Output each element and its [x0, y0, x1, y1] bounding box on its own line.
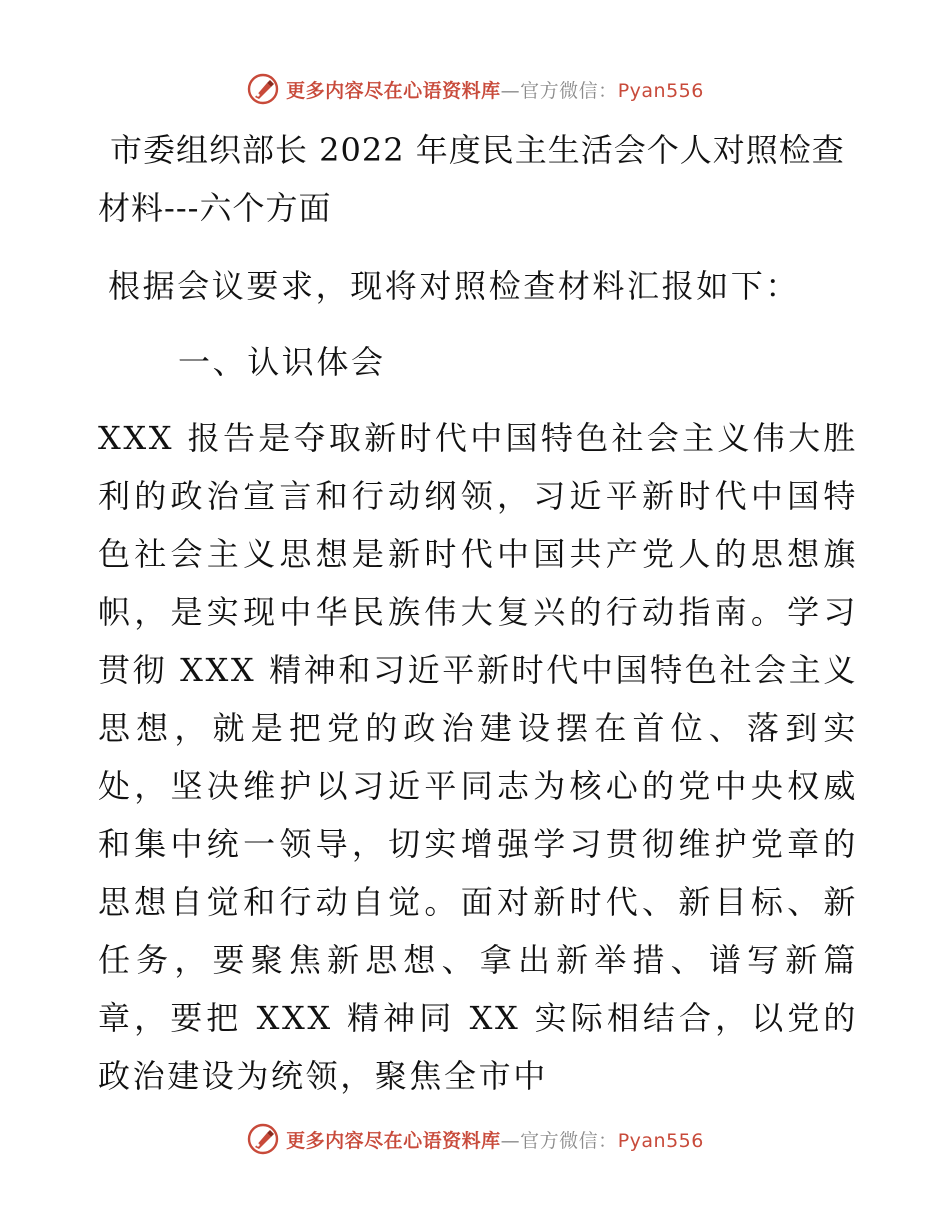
banner-wechat-label: 官方微信： [520, 79, 618, 102]
banner-text [286, 1126, 704, 1153]
pen-nib-logo-icon [246, 72, 280, 106]
footer-banner [0, 1122, 950, 1156]
pen-nib-logo-icon [246, 1122, 280, 1156]
banner-wechat-label: 官方微信： [520, 1129, 618, 1152]
header-banner [0, 72, 950, 106]
banner-site-text: 更多内容尽在心语资料库 [286, 79, 501, 102]
banner-dash: — [500, 79, 521, 102]
banner-dash: — [500, 1129, 521, 1152]
banner-wechat-handle: Pyan556 [617, 79, 704, 102]
intro-paragraph: 根据会议要求，现将对照检查材料汇报如下： [108, 267, 801, 305]
section-heading: 一、认识体会 [178, 343, 386, 381]
section-body-paragraph: XXX 报告是夺取新时代中国特色社会主义伟大胜利的政治宣言和行动纲领，习近平新时代中国特色社会主义思想是新时代中国共产党人的思想旗帜，是实现中华民族伟大复兴的行动指南。学习贯彻 XXX 精神和习近平新时代中国特色社会主义思想，就是把党的政治建设摆在首位、落到实处，坚决维护以习近平同志为核心的党中央权威和集中统一领导，切实增强学习贯彻维护党章的思想自觉和行动自觉。面对新时代、新目标、新任务，要聚焦新思想、拿出新举措、谱写新篇章，要把 XXX 精神同 XX 实际相结合，以党的政治建设为统领，聚焦全市中 [98, 419, 858, 1095]
document-title-line1: 市委组织部长 2022 年度民主生活会个人对照检查 [110, 131, 845, 169]
document-body [98, 121, 858, 1105]
banner-wechat-handle: Pyan556 [617, 1129, 704, 1152]
document-title-line2: 材料---六个方面 [98, 189, 332, 227]
banner-site-text: 更多内容尽在心语资料库 [286, 1129, 501, 1152]
banner-text [286, 76, 704, 103]
